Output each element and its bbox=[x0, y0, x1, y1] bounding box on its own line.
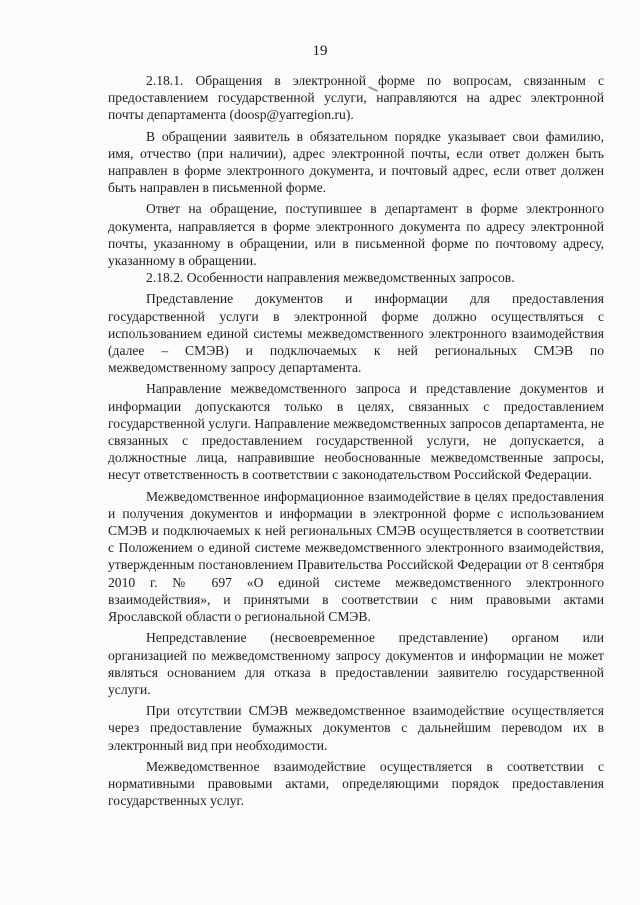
paragraph-request-purpose: Направление межведомственного запроса и представление документов и информации допускаются только в целях, связанных с предоставлением государственной услуги. Направление межведомственных запросов департамента, не связанных с предоставлением государственной услуги, не допускается, а должностные лица, направившие необоснованные межведомственные запросы, несут ответственность в соответствии с законодательством Российской Федерации. bbox=[108, 381, 604, 483]
paragraph-non-submission: Непредставление (несвоевременное представление) органом или организацией по межведомственному запросу документов и информации не может являться основанием для отказа в предоставлении заявителю государственной услуги. bbox=[108, 630, 604, 697]
paragraph-interagency-interaction: Межведомственное информационное взаимодействие в целях предоставления и получения документов и информации в электронной форме с использованием СМЭВ и подключаемых к ней региональных СМЭВ осуществляется в соответствии с Положением о единой системе межведомственного электронного взаимодействия, утвержденным постановлением Правительства Российской Федерации от 8 сентября 2010 г. № 697 «О единой системе межведомственного электронного взаимодействия», и принятыми в соответствии с ним правовыми актами Ярославской области о региональной СМЭВ. bbox=[108, 488, 604, 625]
paragraph-no-smev: При отсутствии СМЭВ межведомственное взаимодействие осуществляется через предоставление бумажных документов с дальнейшим переводом их в электронный вид при необходимости. bbox=[108, 703, 604, 753]
paragraph-2-18-2-heading: 2.18.2. Особенности направления межведомственных запросов. bbox=[146, 270, 515, 286]
paragraph-response-delivery: Ответ на обращение, поступившее в департамент в форме электронного документа, направляется в форме электронного документа по адресу электронной почты, указанному в обращении, или в письменной форме по почтовому адресу, указанному в обращении. bbox=[108, 201, 604, 269]
page-number: 19 bbox=[312, 43, 328, 59]
paragraph-regulatory-acts: Межведомственное взаимодействие осуществляется в соответствии с нормативными правовыми актами, определяющими порядок предоставления государственных услуг. bbox=[108, 758, 604, 809]
paragraph-applicant-requirements: В обращении заявитель в обязательном порядке указывает свои фамилию, имя, отчество (при наличии), адрес электронной почты, если ответ должен быть направлен в форме электронного документа, и почтовый адрес, если ответ должен быть направлен в письменной форме. bbox=[108, 128, 604, 196]
paragraph-2-18-1: 2.18.1. Обращения в электронной форме по вопросам, связанным с предоставлением государственной услуги, направляются на адрес электронной почты департамента (doosp@yarregion.ru). bbox=[108, 73, 604, 123]
paragraph-smev-usage: Представление документов и информации для предоставления государственной услуги в электронной форме должно осуществляться с использованием единой системы межведомственного электронного взаимодействия (далее – СМЭВ) и подключаемых к ней региональных СМЭВ по межведомственному запросу департамента. bbox=[108, 291, 604, 376]
document-body bbox=[108, 72, 604, 809]
